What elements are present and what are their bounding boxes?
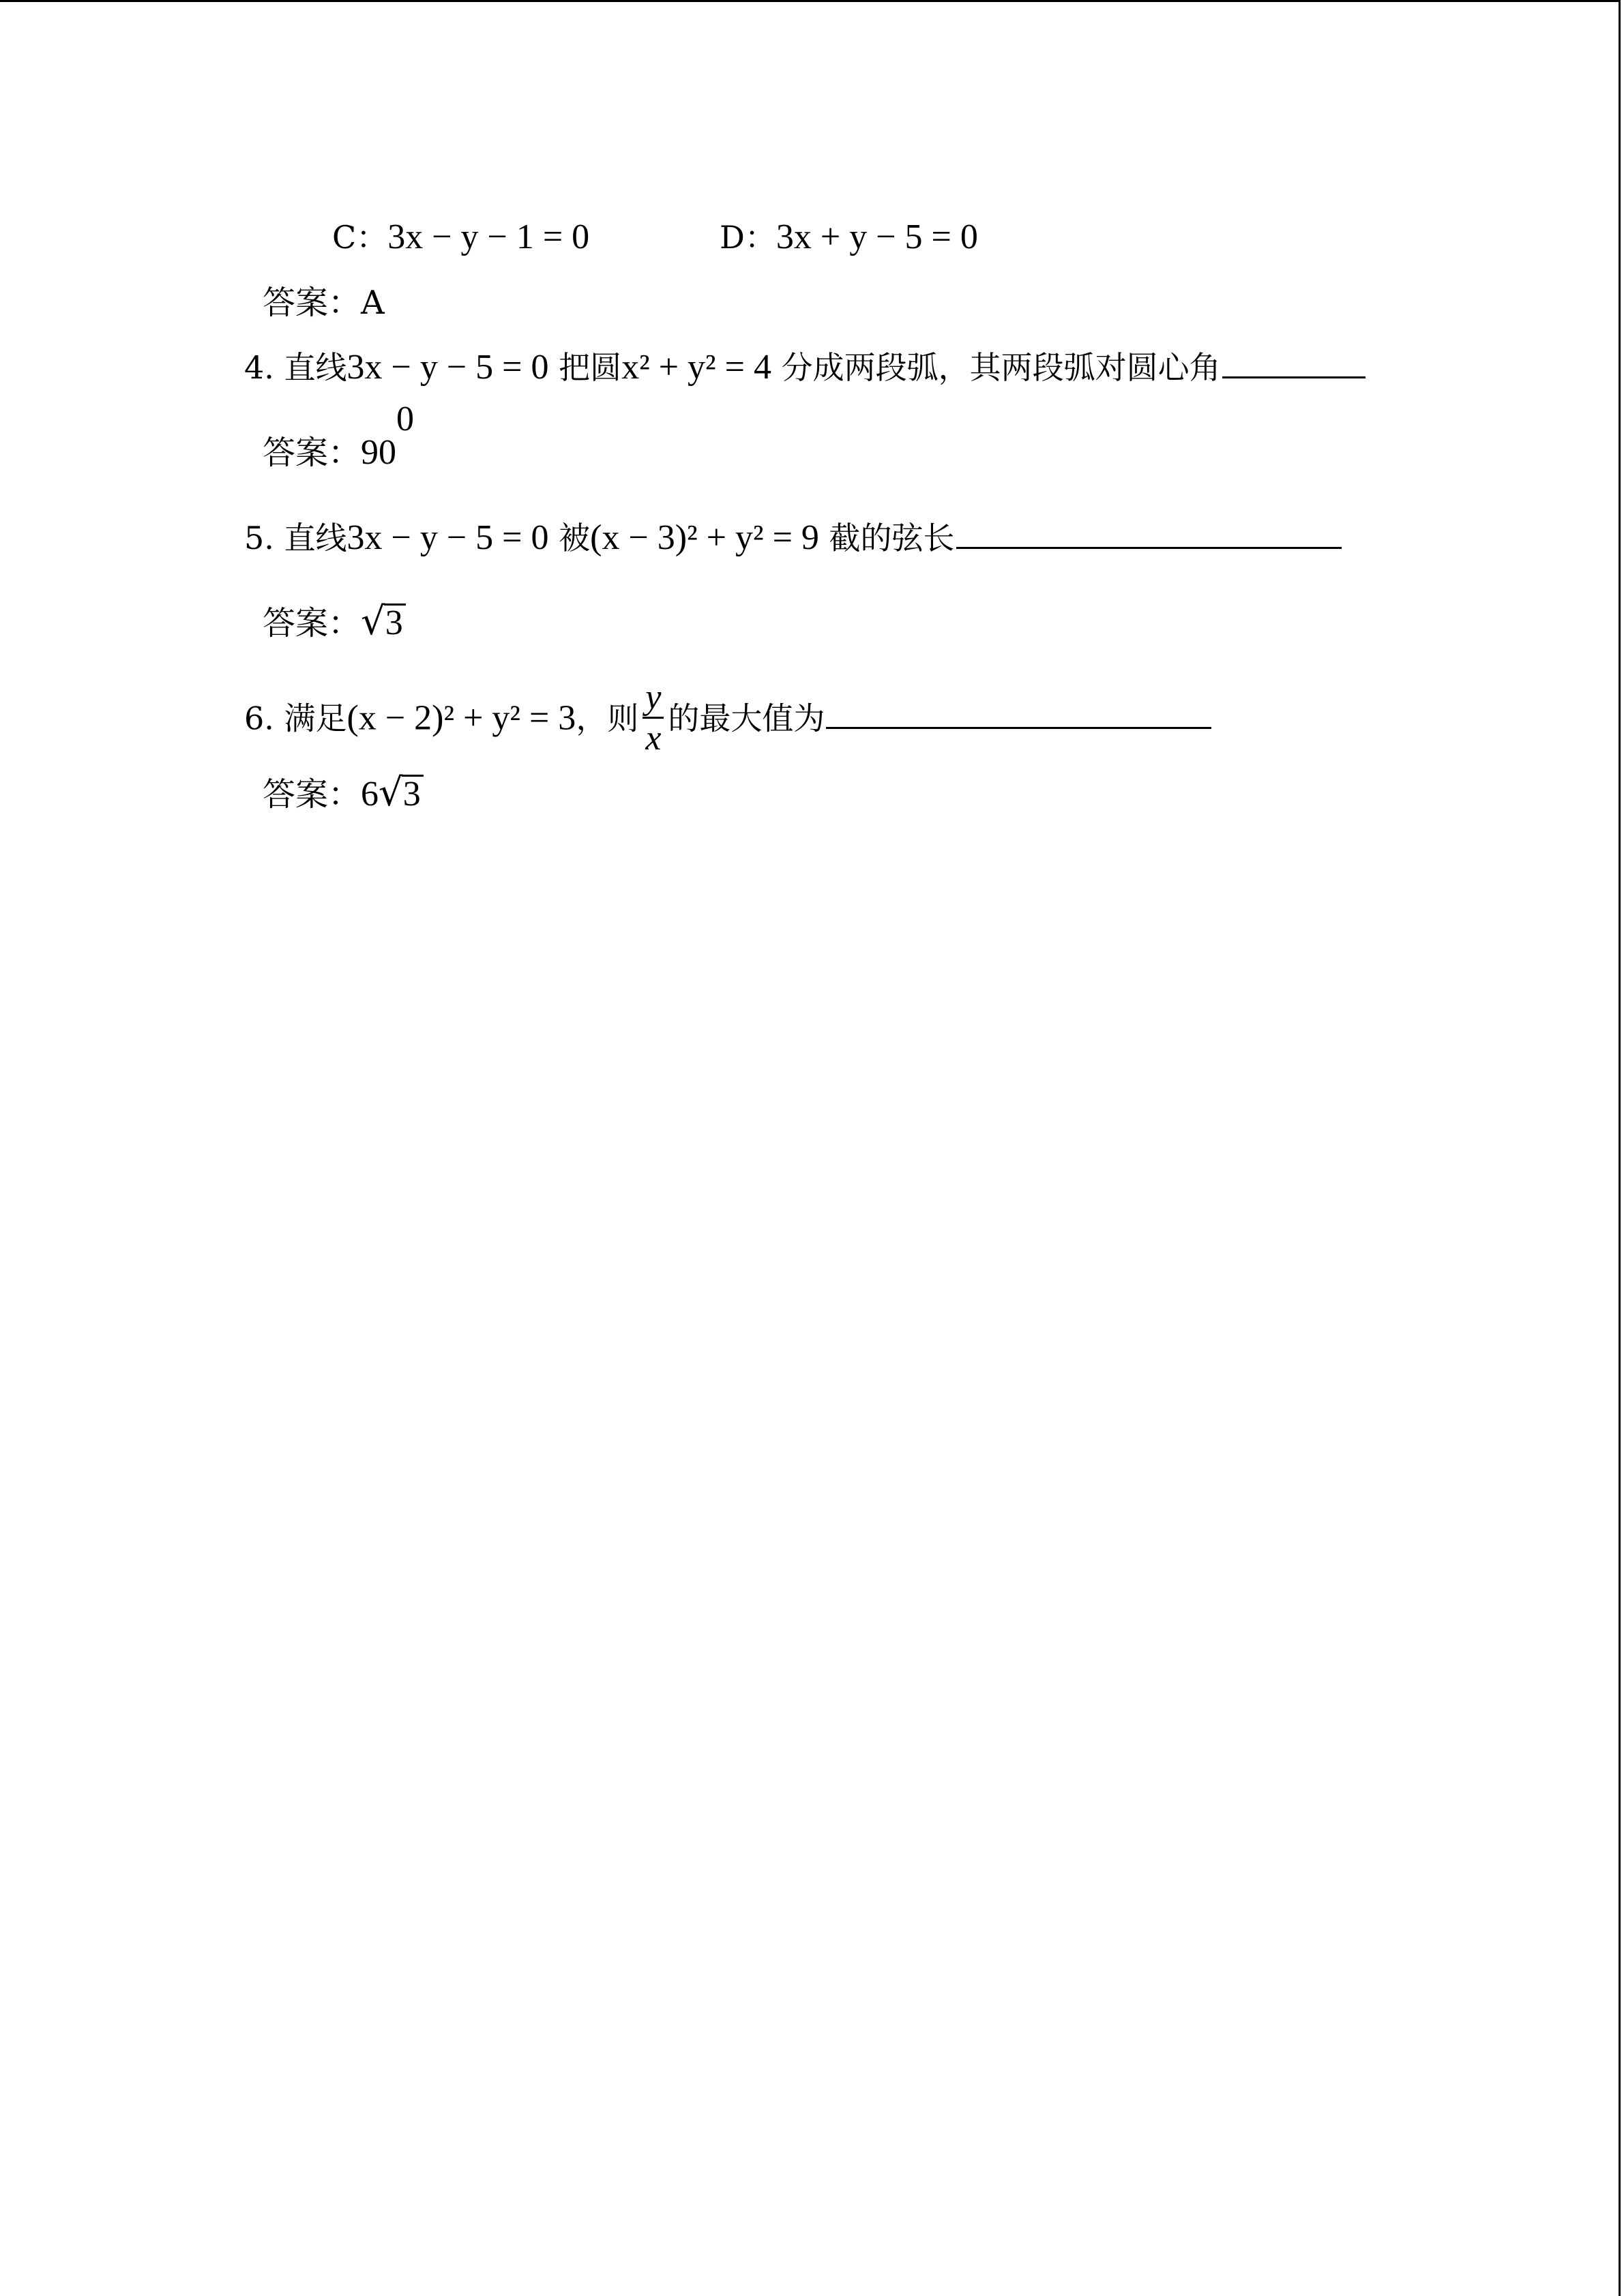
option-c <box>332 220 589 255</box>
q4-number: 4. <box>244 349 274 386</box>
q4-text-3: 分成两段弧，其两段弧对圆心角 <box>781 349 1221 386</box>
q4-text-1: 直线 <box>284 349 347 386</box>
option-c-expr: 3x − y − 1 = 0 <box>387 218 590 256</box>
q5-number: 5. <box>244 520 274 556</box>
q6-answer-blank <box>826 726 1211 729</box>
answer-4-prefix: 答案： <box>263 434 361 472</box>
answer-6-coefficient: 6 <box>361 775 379 814</box>
answer-5 <box>263 599 406 644</box>
q5-circle-eq: (x − 3)² + y² = 9 <box>590 518 819 557</box>
sqrt-icon: √ <box>361 599 385 644</box>
answer-6-prefix: 答案： <box>263 775 361 814</box>
q4-text-2: 把圆 <box>559 349 622 386</box>
question-6 <box>244 678 1211 760</box>
answer-5-prefix: 答案： <box>263 604 361 642</box>
q6-number: 6. <box>244 700 274 737</box>
answer-4-superscript: 0 <box>396 399 415 438</box>
q6-fraction <box>643 679 664 758</box>
answer-5-sqrt <box>361 599 406 644</box>
q5-text-1: 直线 <box>284 520 347 556</box>
q5-answer-blank <box>956 546 1342 549</box>
q6-frac-numerator: y <box>643 679 664 719</box>
answer-3-prefix: 答案： <box>263 284 361 322</box>
q5-text-2: 被 <box>559 520 591 556</box>
q6-circle-eq: (x − 2)² + y² = 3 <box>346 698 576 738</box>
q6-text-2: ，则 <box>576 700 639 737</box>
q4-answer-blank <box>1222 376 1365 378</box>
q6-text-1: 满足 <box>284 700 347 737</box>
answer-4-value: 90 <box>361 433 397 472</box>
answer-3 <box>263 284 385 322</box>
option-d-label: D： <box>720 219 776 256</box>
answer-4 <box>263 399 415 472</box>
q5-line-eq: 3x − y − 5 = 0 <box>346 518 549 557</box>
option-d <box>720 220 978 255</box>
option-d-expr: 3x + y − 5 = 0 <box>776 218 978 256</box>
q6-frac-denominator: x <box>645 718 662 758</box>
question-5 <box>244 520 1342 556</box>
answer-5-radicand: 3 <box>384 603 406 641</box>
sqrt-icon: √ <box>379 771 403 815</box>
q5-text-3: 截的弦长 <box>829 520 955 556</box>
q4-circle-eq: x² + y² = 4 <box>621 348 771 387</box>
option-c-label: C： <box>332 219 388 256</box>
answer-3-value: A <box>361 284 385 322</box>
answer-6 <box>263 771 424 815</box>
q4-line-eq: 3x − y − 5 = 0 <box>346 348 549 387</box>
q6-text-3: 的最大值为 <box>668 700 825 737</box>
answer-6-sqrt <box>379 771 424 815</box>
question-4 <box>244 350 1365 385</box>
answer-6-radicand: 3 <box>402 775 424 812</box>
